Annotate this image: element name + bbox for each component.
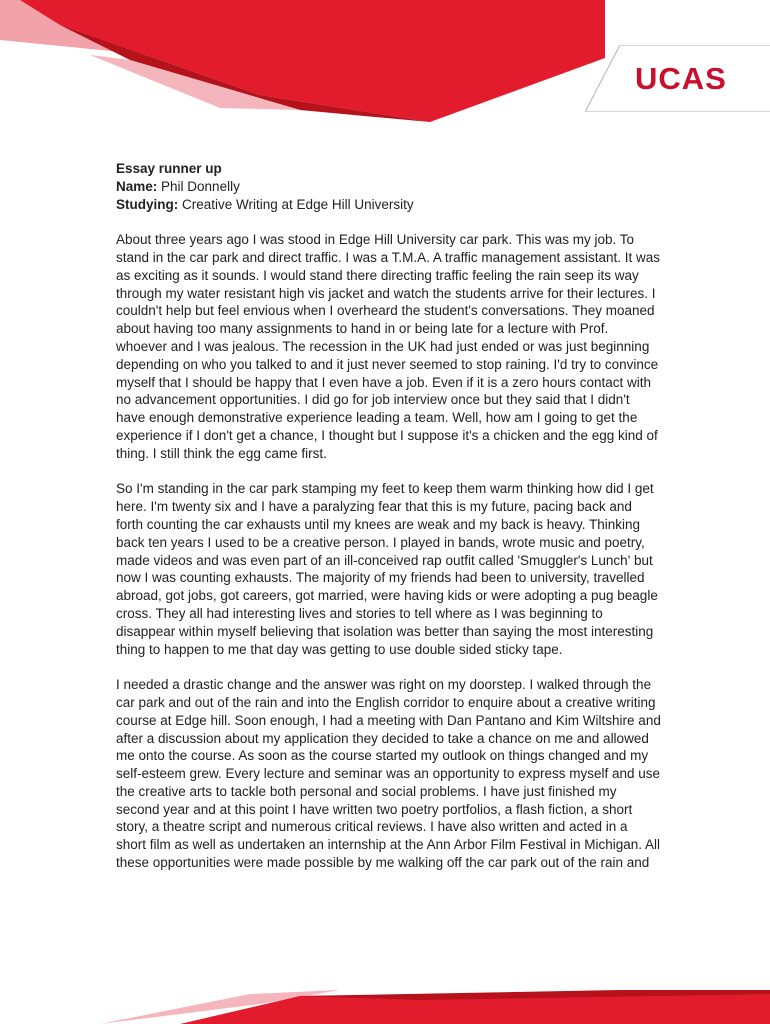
logo-text: UCAS [635, 61, 727, 96]
studying-value: Creative Writing at Edge Hill University [182, 196, 414, 212]
footer-banner [0, 990, 770, 1024]
paragraph: I needed a drastic change and the answer was right on my doorstep. I walked through the car park and out of the rain and into the English corridor to enquire about a creative writing course at Edge hill. Soon enough, I had a meeting with Dan Pantano and Kim Wiltshire and after a discussion about my application they decided to take a chance on me and allowed me onto the course. As soon as the course started my outlook on things changed and my self-esteem grew. Every lecture and seminar was an opportunity to express myself and use the creative arts to tackle both personal and social problems. I have just finished my second year and at this point I have written two poetry portfolios, a flash fiction, a short story, a theatre script and numerous critical reviews. I have also written and acted in a short film as well as undertaken an internship at the Ann Arbor Film Festival in Michigan. All these opportunities were made possible by me walking off the car park out of the rain and [116, 677, 661, 871]
essay-title: Essay runner up [116, 161, 222, 176]
essay-body [116, 160, 661, 872]
studying-label: Studying: [116, 196, 179, 212]
ucas-logo [585, 45, 770, 112]
paragraph: About three years ago I was stood in Edge Hill University car park. This was my job. To stand in the car park and direct traffic. I was a T.M.A. A traffic management assistant. It was as exciting as it sounds. I would stand there directing traffic feeling the rain seep its way through my water resistant high vis jacket and watch the students arrive for their lectures. I couldn't help but feel envious when I overheard the student's conversations. They moaned about having too many assignments to hand in or being late for a lecture with Prof. whoever and I was jealous. The recession in the UK had just ended or was just beginning depending on who you talked to and it just never seemed to stop raining. I'd try to convince myself that I should be happy that I even have a job. Even if it is a zero hours contact with no advancement opportunities. I did go for job interview once but they said that I didn't have enough demonstrative experience leading a team. Well, how am I going to get the experience if I don't get a chance, I thought but I suppose it's a chicken and the egg kind of thing. I still think the egg came first. [116, 232, 661, 461]
studying-line [116, 196, 661, 214]
paragraph: So I'm standing in the car park stamping my feet to keep them warm thinking how did I get here. I'm twenty six and I have a paralyzing fear that this is my future, pacing back and forth counting the car exhausts until my knees are weak and my back is heavy. Thinking back ten years I used to be a creative person. I played in bands, wrote music and poetry, made videos and was even part of an ill-conceived rap outfit called 'Smuggler's Lunch' but now I was counting exhausts. The majority of my friends had been to university, travelled abroad, got jobs, got careers, got married, were having kids or were adopting a pug beagle cross. They all had interesting lives and stories to tell where as I was beginning to disappear within myself believing that isolation was better than saying the most interesting thing to happen to me that day was getting to use double sided sticky tape. [116, 481, 658, 657]
name-value: Phil Donnelly [161, 178, 240, 194]
name-label: Name: [116, 178, 158, 194]
author-line [116, 178, 661, 196]
